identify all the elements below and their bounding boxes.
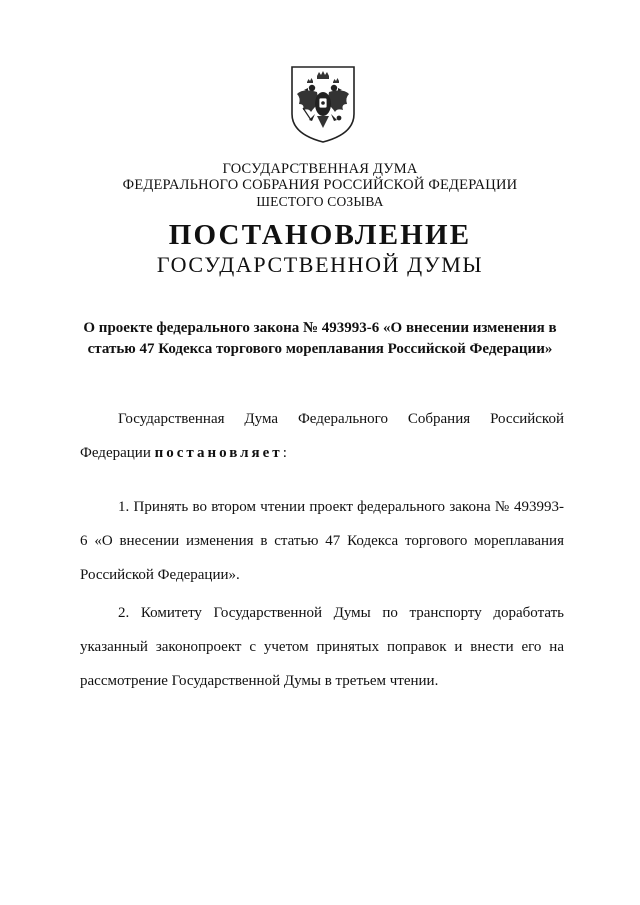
resolution-item-1: 1. Принять во втором чтении проект федерального закона № 493993-6 «О внесении изменения в статью 47 Кодекса торгового мореплавания Российской Федерации». <box>80 499 564 583</box>
org-name-line-1: ГОСУДАРСТВЕННАЯ ДУМА <box>222 161 418 177</box>
intro-paragraph <box>80 402 564 470</box>
convocation-label: ШЕСТОГО СОЗЫВА <box>256 194 384 209</box>
intro-colon: : <box>282 445 287 461</box>
document-subtitle: ГОСУДАРСТВЕННОЙ ДУМЫ <box>156 252 484 277</box>
coat-of-arms-icon <box>289 64 357 144</box>
org-name-line-2: ФЕДЕРАЛЬНОГО СОБРАНИЯ РОССИЙСКОЙ ФЕДЕРАЦИИ <box>122 177 518 193</box>
intro-verb: постановляет <box>154 445 283 461</box>
resolution-item-2: 2. Комитету Государственной Думы по транспорту доработать указанный законопроект с учетом принятых поправок и внести его на рассмотрение Государственной Думы в третьем чтении. <box>80 605 564 689</box>
document-title: ПОСТАНОВЛЕНИЕ <box>168 219 472 251</box>
intro-text: Государственная Дума Федерального Собрания Российской Федерации <box>80 411 564 461</box>
resolution-heading: О проекте федерального закона № 493993-6 «О внесении изменения в статью 47 Кодекса торгового мореплавания Российской Федерации» <box>83 320 557 357</box>
